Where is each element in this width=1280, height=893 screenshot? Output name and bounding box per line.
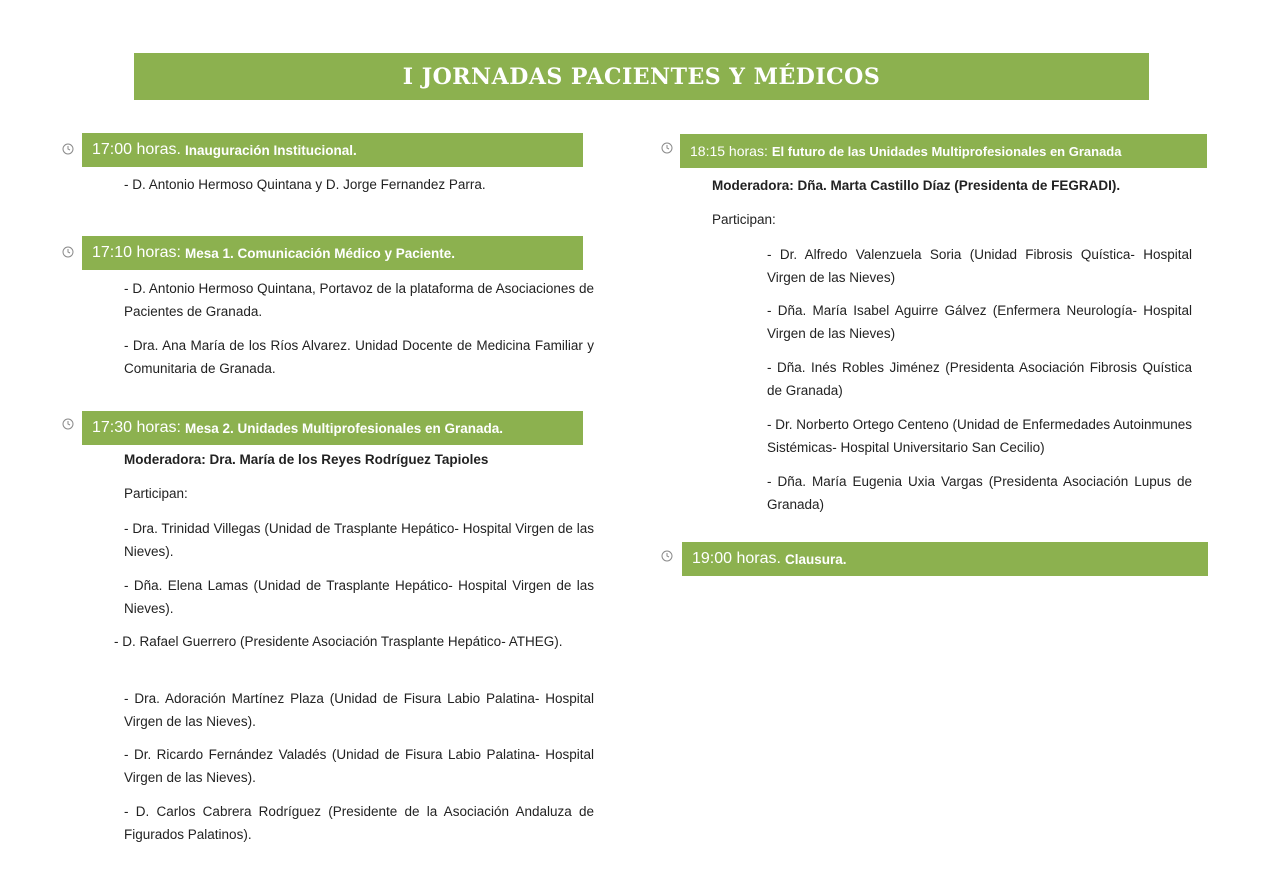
session-time: 18:15 horas:	[690, 143, 768, 159]
session-time: 17:30 horas:	[92, 419, 181, 436]
clock-icon	[661, 550, 673, 562]
list-item: - Dr. Alfredo Valenzuela Soria (Unidad Fibrosis Quística- Hospital Virgen de las Nieves)	[767, 247, 1192, 285]
session-time: 17:10 horas:	[92, 244, 181, 261]
page-title: I JORNADAS PACIENTES Y MÉDICOS	[402, 63, 881, 90]
session-label: Mesa 2. Unidades Multiprofesionales en Granada.	[184, 420, 504, 436]
moderator: Moderadora: Dra. María de los Reyes Rodríguez Tapioles	[124, 452, 489, 467]
list-item: - Dña. María Isabel Aguirre Gálvez (Enfermera Neurología- Hospital Virgen de las Nieves)	[767, 303, 1192, 341]
session-header-1815	[680, 134, 1207, 168]
list-item: - Dña. María Eugenia Uxia Vargas (Presidenta Asociación Lupus de Granada)	[767, 474, 1192, 512]
list-item: - D. Carlos Cabrera Rodríguez (Presidente de la Asociación Andaluza de Figurados Palatinos).	[124, 804, 594, 842]
session-header-1730	[82, 411, 583, 445]
session-header-1700	[82, 133, 583, 167]
session-header-1710	[82, 236, 583, 270]
clock-icon	[62, 143, 74, 155]
list-item: - D. Antonio Hermoso Quintana y D. Jorge Fernandez Parra.	[124, 177, 486, 192]
list-item: - D. Rafael Guerrero (Presidente Asociación Trasplante Hepático- ATHEG).	[114, 634, 563, 649]
session-time: 17:00 horas.	[92, 141, 181, 158]
list-item: - Dra. Adoración Martínez Plaza (Unidad de Fisura Labio Palatina- Hospital Virgen de las Nieves).	[124, 691, 594, 729]
list-item: - D. Antonio Hermoso Quintana, Portavoz de la plataforma de Asociaciones de Pacientes de Granada.	[124, 281, 594, 319]
list-item: - Dña. Inés Robles Jiménez (Presidenta Asociación Fibrosis Quística de Granada)	[767, 360, 1192, 398]
list-item: - Dra. Trinidad Villegas (Unidad de Trasplante Hepático- Hospital Virgen de las Nieves).	[124, 521, 594, 559]
participants-label: Participan:	[712, 212, 776, 227]
list-item: - Dña. Elena Lamas (Unidad de Trasplante Hepático- Hospital Virgen de las Nieves).	[124, 578, 594, 616]
clock-icon	[661, 142, 673, 154]
clock-icon	[62, 418, 74, 430]
session-label: Inauguración Institucional.	[184, 142, 357, 158]
session-label: Mesa 1. Comunicación Médico y Paciente.	[184, 245, 456, 261]
session-label: Clausura.	[784, 551, 847, 567]
list-item: - Dra. Ana María de los Ríos Alvarez. Unidad Docente de Medicina Familiar y Comunitaria de Granada.	[124, 338, 594, 376]
clock-icon	[62, 246, 74, 258]
moderator: Moderadora: Dña. Marta Castillo Díaz (Presidenta de FEGRADI).	[712, 178, 1121, 193]
session-time: 19:00 horas.	[692, 550, 781, 567]
participants-label: Participan:	[124, 486, 188, 501]
list-item: - Dr. Ricardo Fernández Valadés (Unidad de Fisura Labio Palatina- Hospital Virgen de las Nieves).	[124, 747, 594, 785]
session-label: El futuro de las Unidades Multiprofesionales en Granada	[771, 143, 1122, 159]
title-banner	[134, 53, 1149, 100]
session-header-1900	[682, 542, 1208, 576]
list-item: - Dr. Norberto Ortego Centeno (Unidad de Enfermedades Autoinmunes Sistémicas- Hospital Universitario San Cecilio)	[767, 417, 1192, 455]
